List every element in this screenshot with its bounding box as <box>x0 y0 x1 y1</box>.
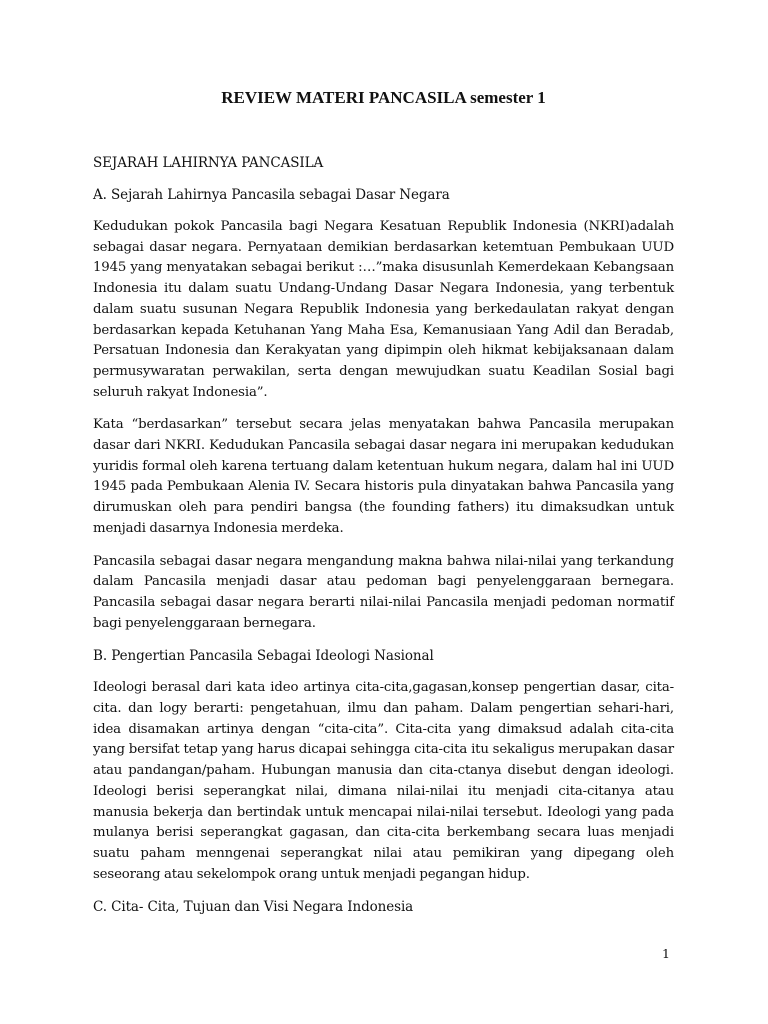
document-title: REVIEW MATERI PANCASILA semester 1 <box>221 88 546 107</box>
paragraph: Kata “berdasarkan” tersebut secara jelas menyatakan bahwa Pancasila merupakan dasar dari NKRI. Kedudukan Pancasila sebagai dasar negara ini merupakan kedudukan yuridis formal oleh karena tertuang dalam ketentuan hukum negara, dalam hal ini UUD 1945 pada Pembukaan Alenia IV. Secara historis pula dinyatakan bahwa Pancasila yang dirumuskan oleh para pendiri bangsa (the founding fathers) itu dimaksudkan untuk menjadi dasarnya Indonesia merdeka. <box>93 417 674 536</box>
paragraph: Pancasila sebagai dasar negara mengandung makna bahwa nilai-nilai yang terkandung dalam Pancasila menjadi dasar atau pedoman bagi penyelenggaraan bernegara. Pancasila sebagai dasar negara berarti nilai-nilai Pancasila menjadi pedoman normatif bagi penyelenggaraan bernegara. <box>93 553 674 631</box>
paragraph: Kedudukan pokok Pancasila bagi Negara Kesatuan Republik Indonesia (NKRI)adalah sebagai dasar negara. Pernyataan demikian berdasarkan ketemtuan Pembukaan UUD 1945 yang menyatakan sebagai berikut :…”maka disusunlah Kemerdekaan Kebangsaan Indonesia itu dalam suatu Undang-Undang Dasar Negara Indonesia, yang terbentuk dalam suatu susunan Negara Republik Indonesia yang berkedaulatan rakyat dengan berdasarkan kepada Ketuhanan Yang Maha Esa, Kemanusiaan Yang Adil dan Beradab, Persatuan Indonesia dan Kerakyatan yang dipimpin oleh hikmat kebijaksanaan dalam permusywaratan perwakilan, serta dengan mewujudkan suatu Keadilan Sosial bagi seluruh rakyat Indonesia”. <box>93 219 674 400</box>
subsection-heading-b: B. Pengertian Pancasila Sebagai Ideologi Nasional <box>93 648 434 665</box>
document-body <box>93 153 674 929</box>
subsection-heading-a: A. Sejarah Lahirnya Pancasila sebagai Dasar Negara <box>93 187 450 203</box>
section-heading: SEJARAH LAHIRNYA PANCASILA <box>93 155 324 171</box>
paragraph: Ideologi berasal dari kata ideo artinya cita-cita,gagasan,konsep pengertian dasar, cita-cita. dan logy berarti: pengetahuan, ilmu dan paham. Dalam pengertian sehari-hari, idea disamakan artinya dengan “cita-cita”. Cita-cita yang dimaksud adalah cita-cita yang bersifat tetap yang harus dicapai sehingga cita-cita itu sekaligus merupakan dasar atau pandangan/paham. Hubungan manusia dan cita-ctanya disebut dengan ideologi. Ideologi berisi seperangkat nilai, dimana nilai-nilai itu menjadi cita-citanya atau manusia bekerja dan bertindak untuk mencapai nilai-nilai tersebut. Ideologi yang pada mulanya berisi seperangkat gagasan, dan cita-cita berkembang secara luas menjadi suatu paham menngenai seperangkat nilai atau pemikiran yang dipegang oleh seseorang atau sekelompok orang untuk menjadi pegangan hidup. <box>93 680 674 882</box>
subsection-heading-c: C. Cita- Cita, Tujuan dan Visi Negara Indonesia <box>93 899 414 916</box>
page-number: 1 <box>662 946 670 961</box>
